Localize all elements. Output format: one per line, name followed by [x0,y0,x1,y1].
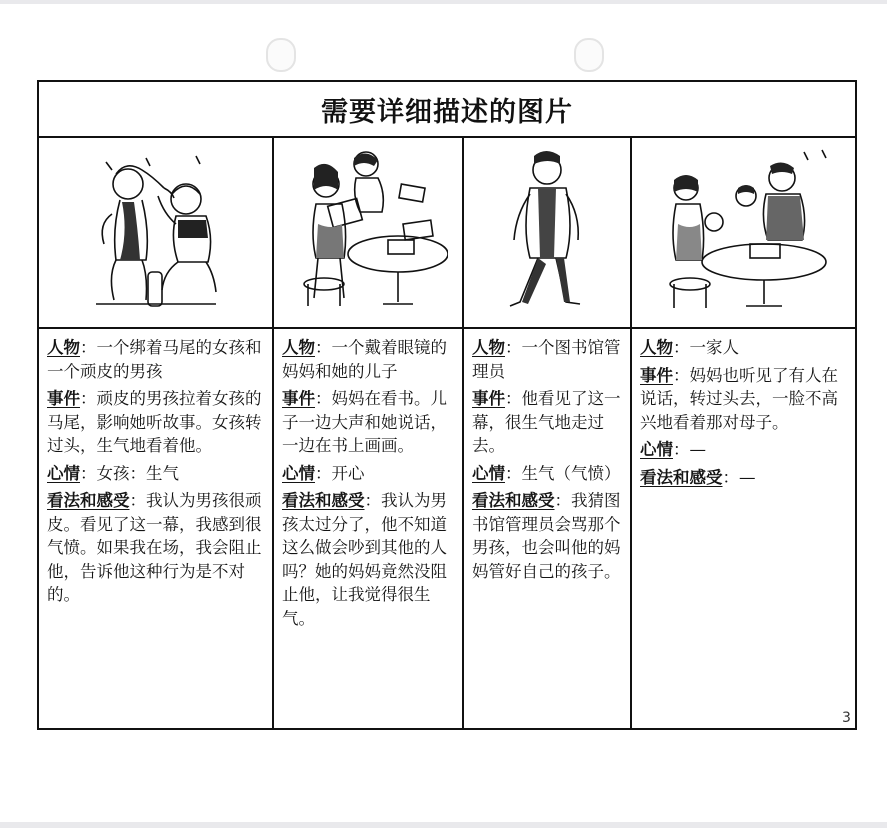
opinion-value: ：我认为男孩很顽皮。看见了这一幕，我感到很气愤。如果我在场，我会阻止他，告诉他这种行为是不对的。 [47,491,262,604]
column-3 [464,136,632,728]
mood-entry [47,462,266,486]
event-label: 事件 [640,365,673,385]
page-number: 3 [842,710,851,726]
librarian-illustration [492,144,602,319]
person-entry [472,336,624,383]
opinion-value: ：— [722,467,756,487]
column-1-text [47,336,266,611]
girl-boy-illustration [86,144,226,319]
column-4-text [640,336,849,493]
mother-son-illustration [288,144,448,319]
opinion-entry [47,489,266,607]
person-value: ：一个图书馆管理员 [472,338,621,381]
person-label: 人物 [640,338,673,357]
column-4 [632,136,855,728]
description-table [37,80,857,730]
event-label: 事件 [47,389,80,408]
binder-hole-left [266,38,296,72]
person-entry [282,336,456,383]
family-illustration [654,144,834,319]
picture-mother-and-son [274,136,462,329]
event-entry [640,364,849,435]
table-title: 需要详细描述的图片 [39,82,855,138]
mood-value: ：开心 [315,463,365,483]
mood-label: 心情 [640,440,673,459]
event-value: ：他看见了这一幕，很生气地走过去。 [472,389,621,455]
column-2-text [282,336,456,634]
event-entry [47,387,266,458]
event-label: 事件 [282,389,315,408]
picture-librarian [464,136,630,329]
opinion-entry [472,489,624,583]
picture-family [632,136,855,329]
opinion-value: ：我认为男孩太过分了，他不知道这么做会吵到其他的人吗？她的妈妈竟然没阻止他，让我觉得很生气。 [282,491,447,628]
binder-hole-right [574,38,604,72]
picture-girl-and-boy [39,136,272,329]
mood-entry [640,438,849,462]
mood-label: 心情 [282,463,315,483]
event-entry [282,387,456,458]
person-value: ：一个绑着马尾的女孩和一个顽皮的男孩 [47,338,262,381]
person-value: ：一家人 [673,338,739,357]
column-2 [274,136,464,728]
column-1 [39,136,274,728]
mood-value: ：女孩：生气 [80,463,179,483]
person-label: 人物 [47,338,80,357]
mood-value: ：— [673,440,706,459]
mood-label: 心情 [47,463,80,483]
mood-entry [472,462,624,486]
person-entry [640,336,849,360]
opinion-value: ：我猜图书馆管理员会骂那个男孩，也会叫他的妈妈管好自己的孩子。 [472,491,621,581]
person-label: 人物 [282,338,315,357]
mood-entry [282,462,456,486]
opinion-entry [640,466,849,490]
event-value: ：妈妈在看书。儿子一边大声和她说话，一边在书上画画。 [282,389,447,455]
event-value: ：妈妈也听见了有人在说话，转过头去，一脸不高兴地看着那对母子。 [640,365,838,432]
event-entry [472,387,624,458]
opinion-label: 看法和感受 [47,491,130,510]
mood-label: 心情 [472,463,505,483]
opinion-label: 看法和感受 [640,467,723,487]
mood-value: ：生气（气愤） [505,463,621,483]
opinion-label: 看法和感受 [472,491,555,510]
opinion-label: 看法和感受 [282,491,365,510]
event-value: ：顽皮的男孩拉着女孩的马尾，影响她听故事。女孩转过头，生气地看着他。 [47,389,262,455]
event-label: 事件 [472,389,505,408]
column-3-text [472,336,624,587]
person-entry [47,336,266,383]
person-label: 人物 [472,338,505,357]
opinion-entry [282,489,456,630]
person-value: ：一个戴着眼镜的妈妈和她的儿子 [282,338,447,381]
worksheet-page [0,4,887,822]
